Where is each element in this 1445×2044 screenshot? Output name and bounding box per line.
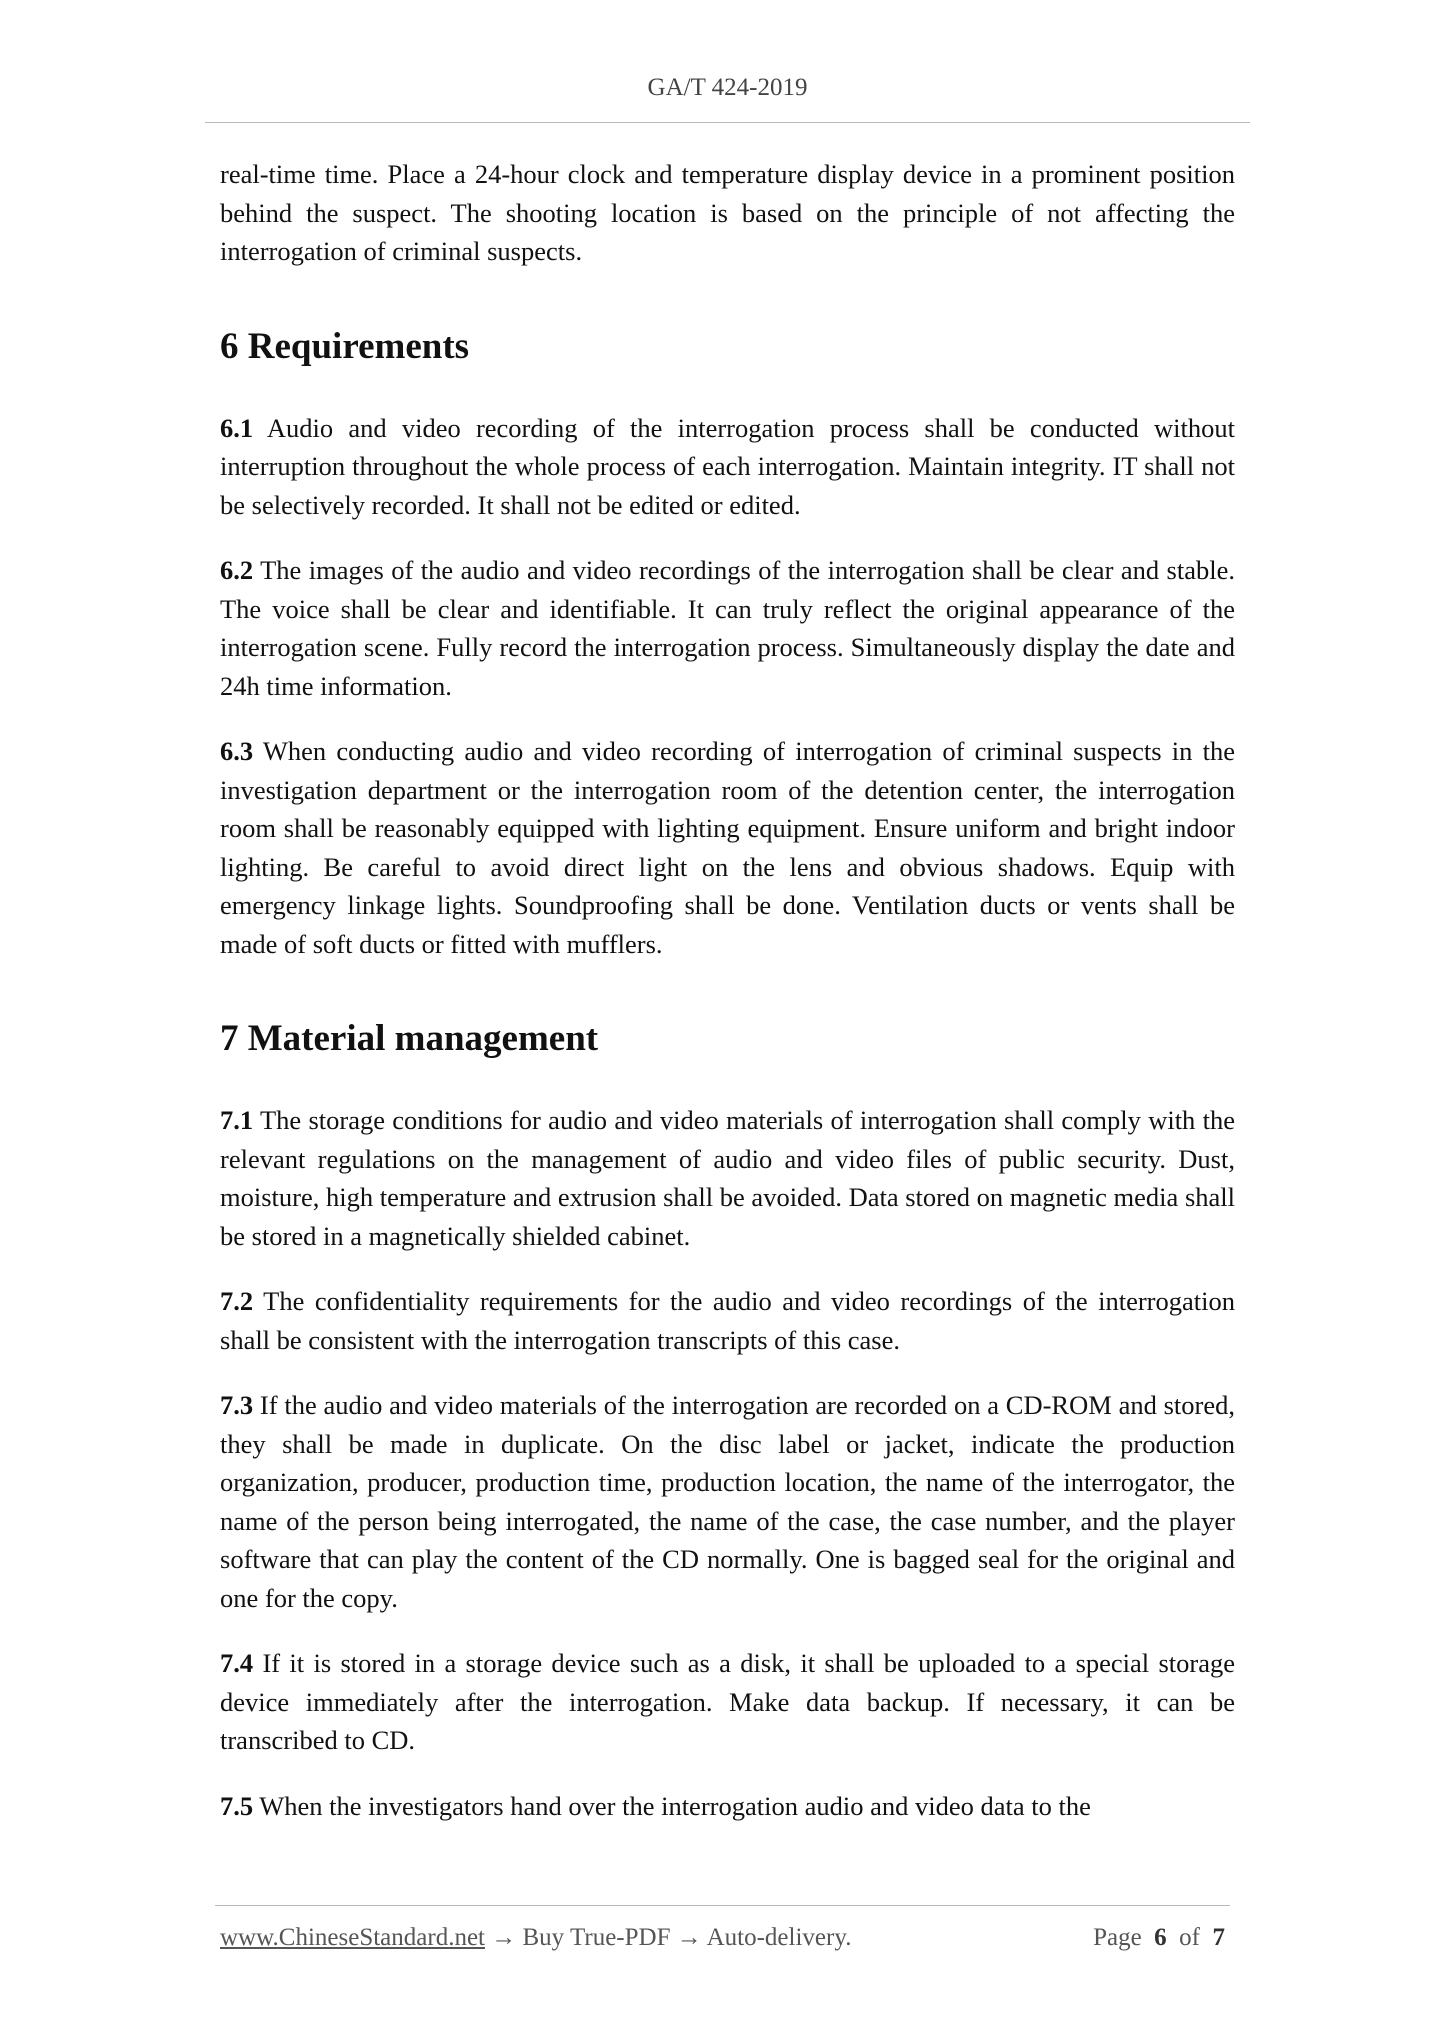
- section-6-heading: 6 Requirements: [220, 325, 470, 367]
- arrow-right-icon: →: [491, 1924, 517, 1951]
- intro-paragraph: real-time time. Place a 24-hour clock and temperature display device in a prominent position behind the suspect. The shooting location is based on the principle of not affecting the interrogation of criminal suspects.: [220, 159, 1235, 266]
- clause-text: The images of the audio and video recordings of the interrogation shall be clear and stable. The voice shall be clear and identifiable. It can truly reflect the original appearance of the interrogation scene. Fully record the interrogation process. Simultaneously display the date and 24h time information.: [220, 555, 1235, 701]
- auto-delivery-text: Auto-delivery.: [706, 1924, 852, 1951]
- clause-text: Audio and video recording of the interrogation process shall be conducted without interruption throughout the whole process of each interrogation. Maintain integrity. IT shall not be selectively recorded. It shall not be edited or edited.: [220, 412, 1235, 520]
- clause-6-3: [220, 732, 1235, 963]
- clause-text: If the audio and video materials of the interrogation are recorded on a CD-ROM and stored, they shall be made in duplicate. On the disc label or jacket, indicate the production organization, producer, production time, production location, the name of the interrogator, the name of the person being interrogated, the name of the case, the case number, and the player software that can play the content of the CD normally. One is bagged seal for the original and one for the copy.: [220, 1390, 1235, 1613]
- page-footer: [215, 1905, 1230, 1966]
- clause-number: 6.2: [220, 555, 254, 585]
- page-total: 7: [1212, 1924, 1225, 1951]
- clause-text: The storage conditions for audio and video materials of interrogation shall comply with the relevant regulations on the management of audio and video files of public security. Dust, moisture, high temperature and extrusion shall be avoided. Data stored on magnetic media shall be stored in a magnetically shielded cabinet.: [220, 1105, 1235, 1251]
- site-link[interactable]: www.ChineseStandard.net: [220, 1924, 485, 1951]
- clause-7-4: [220, 1644, 1235, 1760]
- page-number: [1093, 1924, 1225, 1952]
- clause-number: 7.1: [220, 1105, 254, 1135]
- clause-7-5: [220, 1787, 1235, 1826]
- page-header: [205, 70, 1250, 123]
- clause-number: 6.3: [220, 736, 254, 766]
- section-7-heading: 7 Material management: [220, 1018, 599, 1059]
- page-current: 6: [1154, 1924, 1167, 1951]
- clause-text: The confidentiality requirements for the audio and video recordings of the interrogation shall be consistent with the interrogation transcripts of this case.: [220, 1286, 1235, 1355]
- clause-7-2: [220, 1282, 1235, 1359]
- buy-true-pdf-text: Buy True-PDF: [522, 1924, 671, 1951]
- clause-6-1: [220, 409, 1235, 525]
- standard-code: GA/T 424-2019: [647, 74, 808, 101]
- clause-number: 6.1: [220, 412, 254, 443]
- footer-promo: [220, 1924, 851, 1952]
- clause-text: If it is stored in a storage device such as a disk, it shall be uploaded to a special storage device immediately after the interrogation. Make data backup. If necessary, it can be transcribed to CD.: [220, 1648, 1236, 1755]
- document-body: [220, 155, 1235, 1825]
- clause-number: 7.2: [220, 1286, 254, 1316]
- clause-number: 7.5: [220, 1790, 254, 1821]
- page-label: Page: [1093, 1924, 1142, 1951]
- clause-number: 7.4: [220, 1648, 254, 1678]
- clause-number: 7.3: [220, 1390, 254, 1420]
- clause-text: When the investigators hand over the interrogation audio and video data to the: [259, 1790, 1091, 1821]
- clause-text: When conducting audio and video recording of interrogation of criminal suspects in the investigation department or the interrogation room of the detention center, the interrogation room shall be reasonably equipped with lighting equipment. Ensure uniform and bright indoor lighting. Be careful to avoid direct light on the lens and obvious shadows. Equip with emergency linkage lights. Soundproofing shall be done. Ventilation ducts or vents shall be made of soft ducts or fitted with mufflers.: [220, 736, 1235, 959]
- arrow-right-icon: →: [676, 1924, 702, 1951]
- clause-7-1: [220, 1101, 1235, 1255]
- clause-7-3: [220, 1386, 1235, 1617]
- page-of: of: [1179, 1924, 1200, 1951]
- clause-6-2: [220, 551, 1235, 705]
